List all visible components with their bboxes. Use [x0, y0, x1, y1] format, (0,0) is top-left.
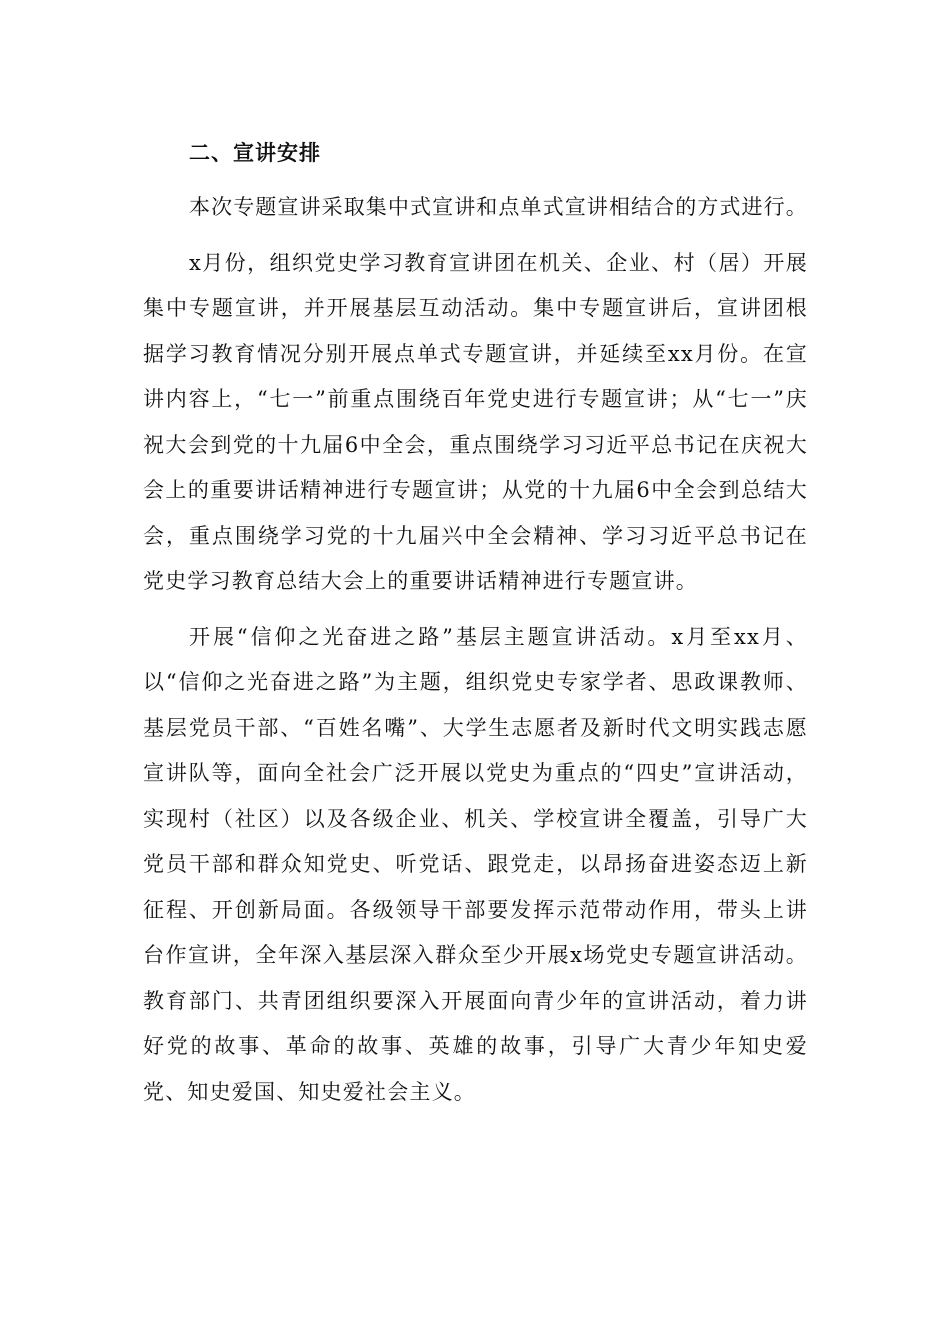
document-body	[143, 131, 808, 1125]
section-heading: 二、宣讲安排	[189, 141, 321, 165]
paragraph-schedule: x月份，组织党史学习教育宣讲团在机关、企业、村（居）开展集中专题宣讲，并开展基层互动活动。集中专题宣讲后，宣讲团根据学习教育情况分别开展点单式专题宣讲，并延续至xx月份。在宣讲内容上，“七一”前重点围绕百年党史进行专题宣讲；从“七一”庆祝大会到党的十九届6中全会，重点围绕学习习近平总书记在庆祝大会上的重要讲话精神进行专题宣讲；从党的十九届6中全会到总结大会，重点围绕学习党的十九届兴中全会精神、学习习近平总书记在党史学习教育总结大会上的重要讲话精神进行专题宣讲。	[143, 250, 808, 593]
paragraph-grassroots-activity: 开展“信仰之光奋进之路”基层主题宣讲活动。x月至xx月、以“信仰之光奋进之路”为主题，组织党史专家学者、思政课教师、基层党员干部、“百姓名嘴”、大学生志愿者及新时代文明实践志愿宣讲队等，面向全社会广泛开展以党史为重点的“四史”宣讲活动，实现村（社区）以及各级企业、机关、学校宣讲全覆盖，引导广大党员干部和群众知党史、听党话、跟党走，以昂扬奋进姿态迈上新征程、开创新局面。各级领导干部要发挥示范带动作用，带头上讲台作宣讲，全年深入基层深入群众至少开展x场党史专题宣讲活动。教育部门、共青团组织要深入开展面向青少年的宣讲活动，着力讲好党的故事、革命的故事、英雄的故事，引导广大青少年知史爱党、知史爱国、知史爱社会主义。	[143, 624, 808, 1104]
paragraph-intro: 本次专题宣讲采取集中式宣讲和点单式宣讲相结合的方式进行。	[189, 195, 808, 219]
